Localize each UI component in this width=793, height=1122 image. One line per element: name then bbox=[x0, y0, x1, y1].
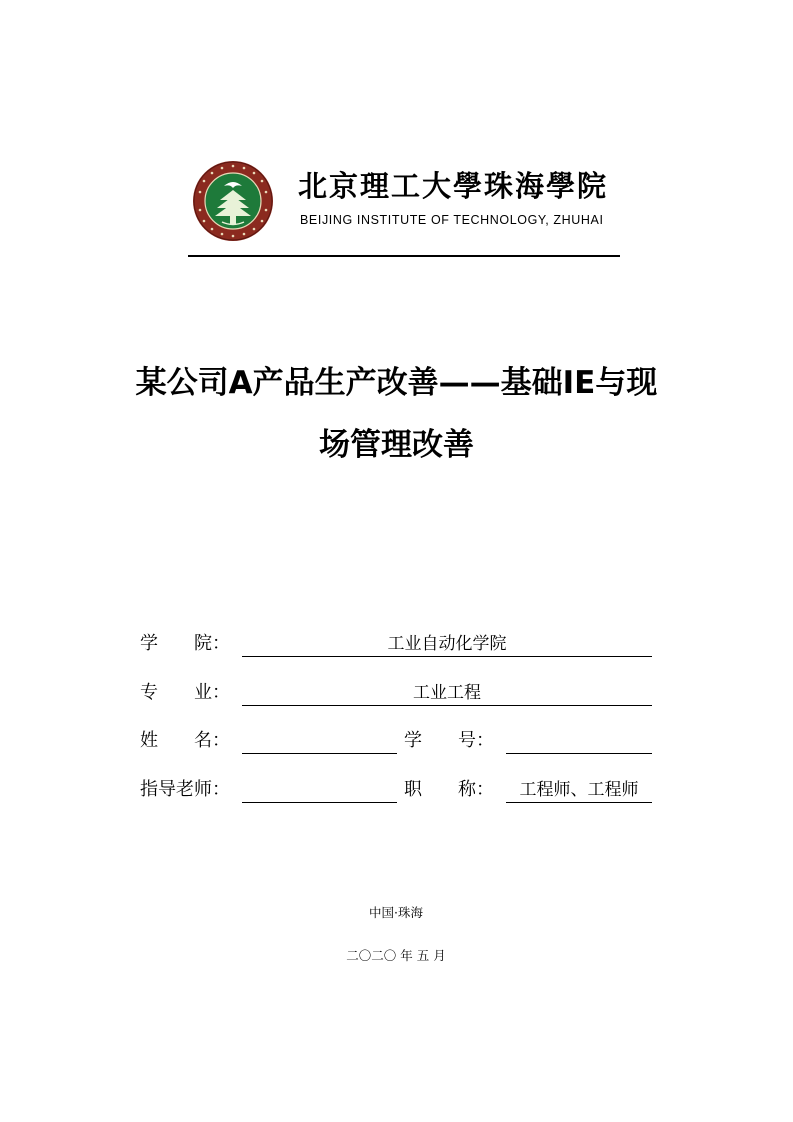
university-name-chinese: 北京理工大學珠海學院 bbox=[298, 169, 609, 203]
location-text: 中国·珠海 bbox=[369, 905, 423, 920]
university-header bbox=[188, 152, 620, 260]
professional-title-field: 工程师、工程师 bbox=[506, 776, 652, 803]
name-label: 姓 名： bbox=[140, 730, 230, 751]
student-id-field bbox=[506, 727, 652, 754]
university-name-english: BEIJING INSTITUTE OF TECHNOLOGY, ZHUHAI bbox=[300, 213, 604, 227]
college-label: 学 院： bbox=[140, 633, 230, 654]
college-field: 工业自动化学院 bbox=[242, 630, 652, 657]
date-text: 二〇二〇 年 五 月 bbox=[346, 948, 446, 963]
university-emblem-icon bbox=[192, 160, 274, 242]
advisor-label: 指导老师： bbox=[140, 779, 230, 800]
student-id-label: 学 号： bbox=[404, 730, 494, 751]
major-label: 专 业： bbox=[140, 682, 230, 703]
info-form bbox=[140, 630, 660, 820]
header-divider bbox=[188, 255, 620, 257]
thesis-title-line-2: 场管理改善 bbox=[319, 427, 474, 463]
name-field bbox=[242, 727, 397, 754]
major-field: 工业工程 bbox=[242, 679, 652, 706]
advisor-field bbox=[242, 776, 397, 803]
thesis-title bbox=[90, 352, 703, 476]
professional-title-label: 职 称： bbox=[404, 779, 494, 800]
thesis-title-line-1: 某公司A产品生产改善——基础IE与现 bbox=[135, 365, 658, 401]
